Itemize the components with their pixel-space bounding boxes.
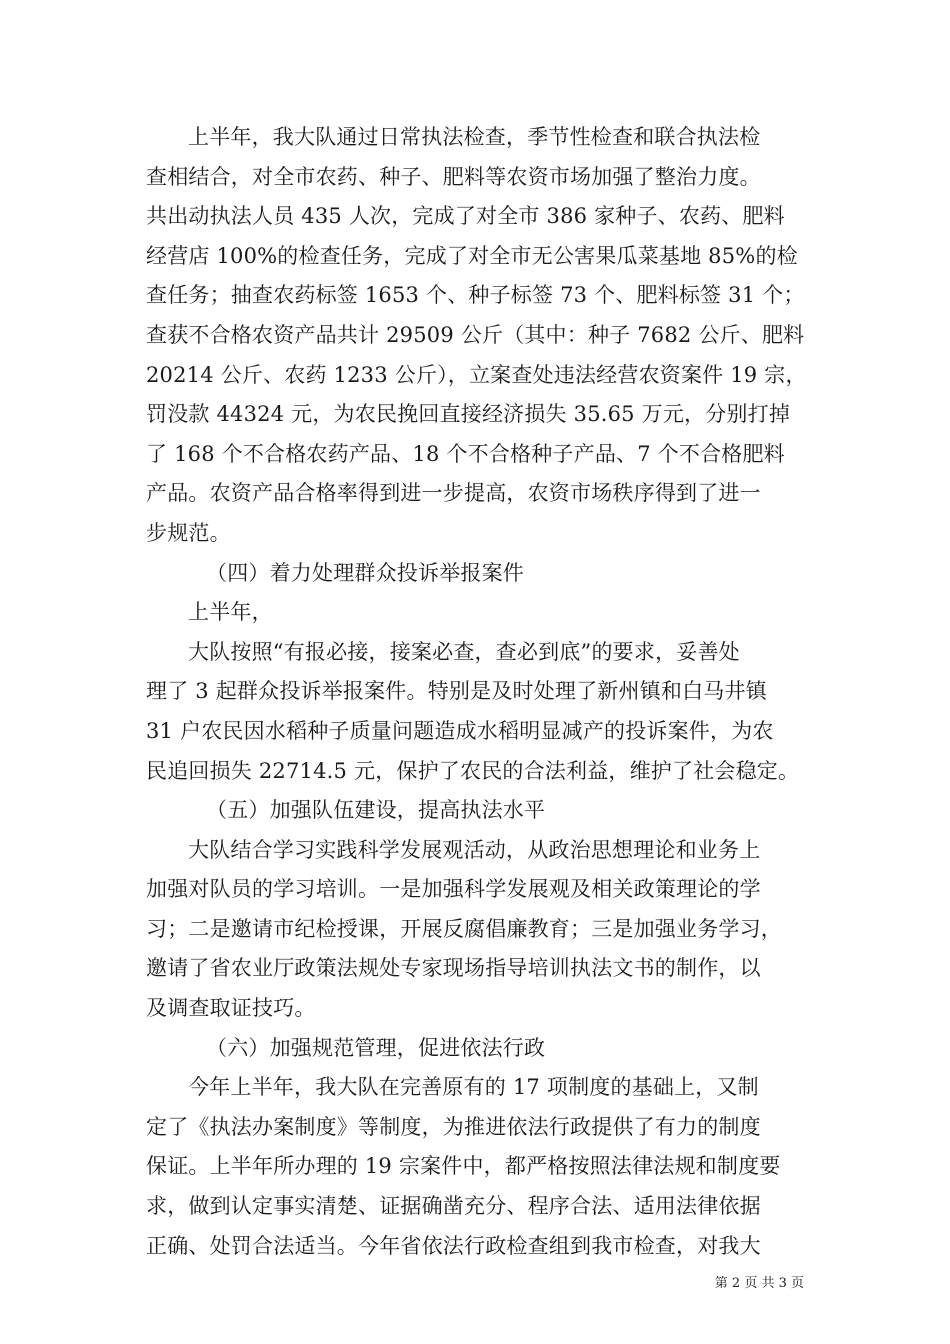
paragraph-line: 保证。上半年所办理的 19 宗案件中，都严格按照法律法规和制度要 <box>146 1154 781 1179</box>
paragraph-line: 查相结合，对全市农药、种子、肥料等农资市场加强了整治力度。 <box>146 164 761 189</box>
paragraph-line: 民追回损失 22714.5 元，保护了农民的合法利益，维护了社会稳定。 <box>146 758 800 783</box>
section-heading: （六）加强规范管理，促进依法行政 <box>206 1035 546 1060</box>
paragraph-line: 求，做到认定事实清楚、证据确凿充分、程序合法、适用法律依据 <box>146 1194 761 1219</box>
paragraph-line: 31 户农民因水稻种子质量问题造成水稻明显减产的投诉案件，为农 <box>146 718 774 743</box>
paragraph-line: 上半年，我大队通过日常执法检查，季节性检查和联合执法检 <box>188 125 761 149</box>
paragraph-line: 查获不合格农资产品共计 29509 公斤（其中：种子 7682 公斤、肥料 <box>146 322 805 347</box>
paragraph-line: 经营店 100%的检查任务，完成了对全市无公害果瓜菜基地 85%的检 <box>146 243 798 268</box>
section-heading: （四）着力处理群众投诉举报案件 <box>206 560 524 585</box>
paragraph-line: 步规范。 <box>146 520 231 545</box>
paragraph-line: 查任务；抽查农药标签 1653 个、种子标签 73 个、肥料标签 31 个； <box>146 283 805 308</box>
section-heading: （五）加强队伍建设，提高执法水平 <box>206 798 546 823</box>
paragraph-line: 邀请了省农业厅政策法规处专家现场指导培训执法文书的制作，以 <box>146 956 761 981</box>
paragraph-line: 了 168 个不合格农药产品、18 个不合格种子产品、7 个不合格肥料 <box>146 441 785 466</box>
paragraph-line: 定了《执法办案制度》等制度，为推进依法行政提供了有力的制度 <box>146 1114 761 1139</box>
paragraph-line: 今年上半年，我大队在完善原有的 17 项制度的基础上，又制 <box>188 1075 759 1100</box>
paragraph-line: 罚没款 44324 元，为农民挽回直接经济损失 35.65 万元，分别打掉 <box>146 402 791 427</box>
paragraph-line: 理了 3 起群众投诉举报案件。特别是及时处理了新州镇和白马井镇 <box>146 679 767 704</box>
paragraph-line: 20214 公斤、农药 1233 公斤），立案查处违法经营农资案件 19 宗， <box>146 362 807 387</box>
paragraph-line: 习；二是邀请市纪检授课，开展反腐倡廉教育；三是加强业务学习， <box>146 916 782 941</box>
paragraph-line: 产品。农资产品合格率得到进一步提高，农资市场秩序得到了进一 <box>146 481 761 506</box>
paragraph-line: 加强对队员的学习培训。一是加强科学发展观及相关政策理论的学 <box>146 877 761 902</box>
paragraph-line: 大队结合学习实践科学发展观活动，从政治思想理论和业务上 <box>188 837 761 862</box>
paragraph-line: 上半年， <box>188 600 273 625</box>
paragraph-line: 及调查取证技巧。 <box>146 996 316 1021</box>
page-number: 第 2 页 共 3 页 <box>714 1276 804 1291</box>
paragraph-line: 大队按照“有报必接，接案必查，查必到底”的要求，妥善处 <box>188 639 740 664</box>
document-body <box>146 118 806 1266</box>
paragraph-line: 共出动执法人员 435 人次，完成了对全市 386 家种子、农药、肥料 <box>146 204 785 229</box>
paragraph-line: 正确、处罚合法适当。今年省依法行政检查组到我市检查，对我大 <box>146 1233 761 1258</box>
